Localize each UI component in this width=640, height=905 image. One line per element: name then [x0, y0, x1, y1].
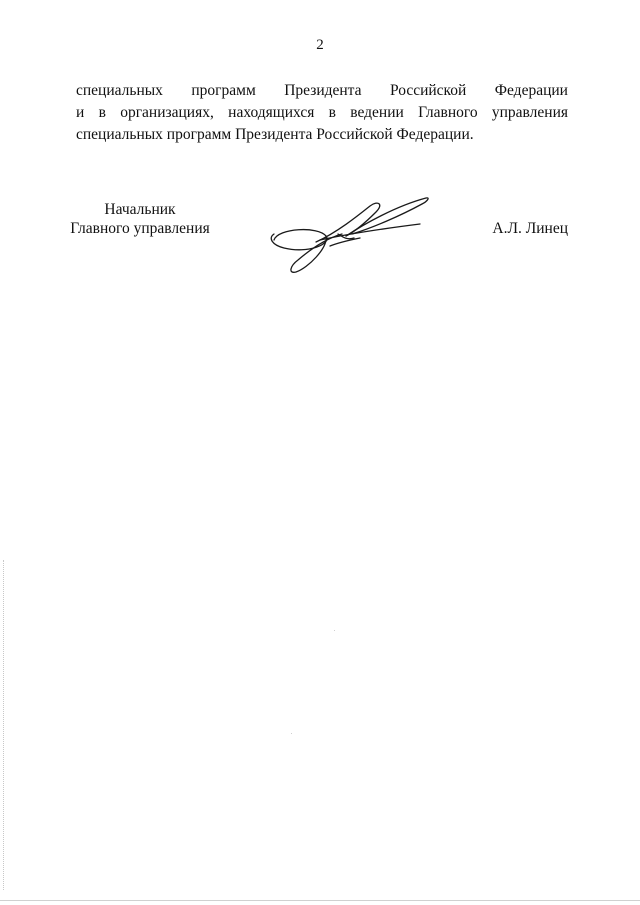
signer-name: А.Л. Линец: [492, 220, 568, 237]
word: ведении: [350, 104, 404, 121]
text-line-3: специальных программ Президента Российской Федерации.: [76, 126, 474, 143]
scan-speck: [334, 630, 335, 631]
word: находящихся: [228, 104, 315, 121]
word: Президента: [284, 82, 362, 99]
word: Федерации: [494, 82, 568, 99]
word: Главного: [418, 104, 478, 121]
word: управления: [491, 104, 568, 121]
signer-position: [70, 200, 210, 238]
word: организациях,: [120, 104, 214, 121]
word: Российской: [389, 82, 467, 99]
scan-speck: [291, 733, 292, 734]
position-line-2: Главного управления: [70, 220, 210, 237]
text-line-2: [76, 102, 568, 124]
text-line-1: [76, 80, 568, 102]
word: в: [98, 104, 106, 121]
scan-bottom-edge: [0, 900, 640, 901]
word: специальных: [76, 82, 163, 99]
word: в: [328, 104, 336, 121]
word: и: [76, 104, 85, 121]
scan-margin-line: [3, 560, 4, 890]
handwritten-signature: [268, 190, 436, 278]
word: программ: [191, 82, 256, 99]
position-line-1: Начальник: [104, 201, 176, 218]
body-paragraph: [76, 80, 568, 146]
page-number: 2: [316, 37, 324, 53]
